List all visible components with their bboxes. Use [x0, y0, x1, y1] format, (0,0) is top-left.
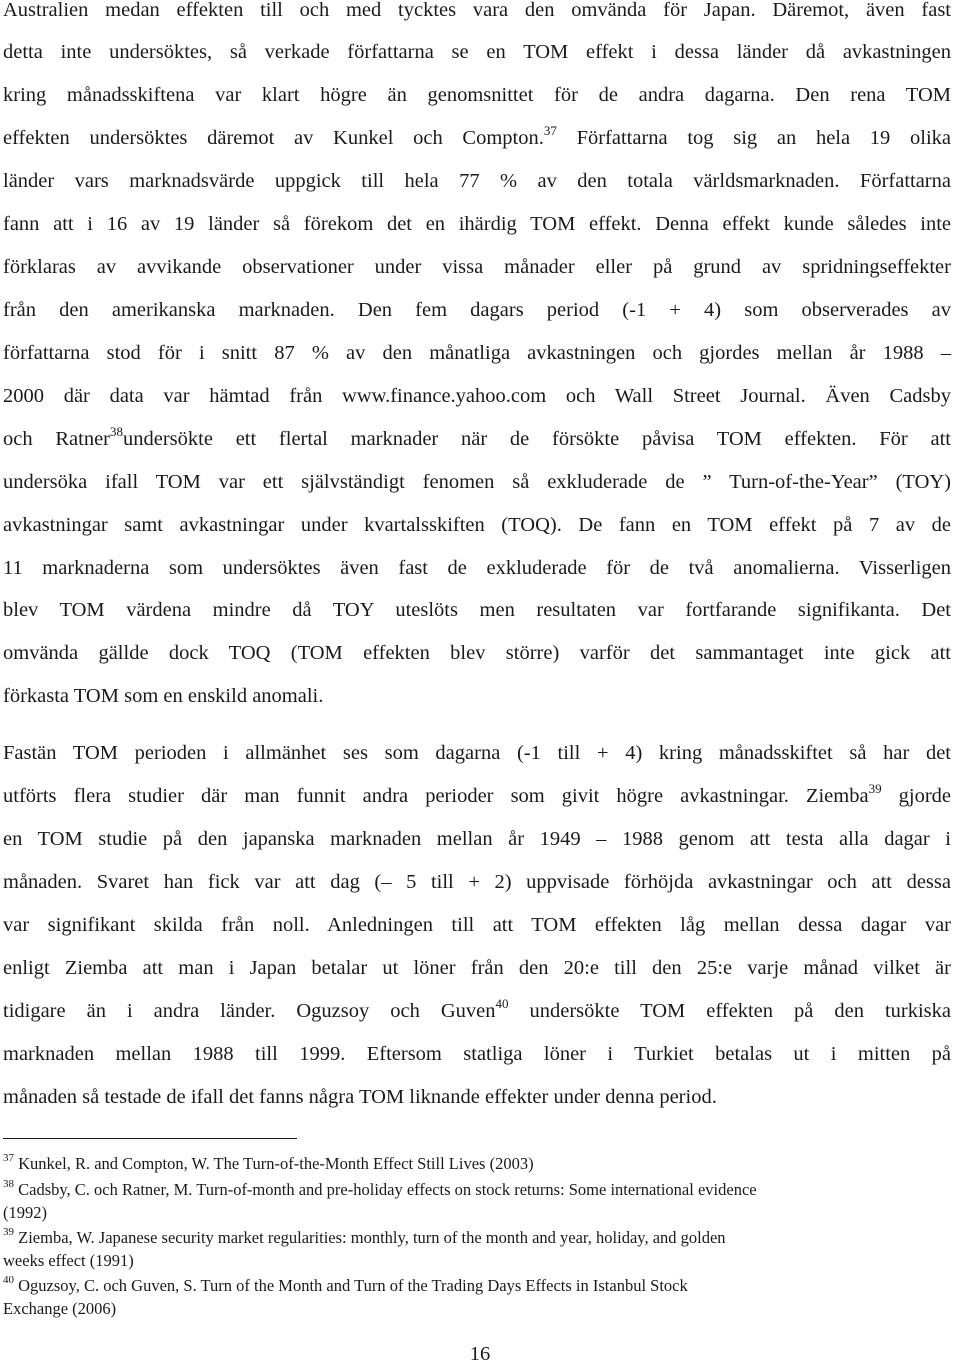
paragraph-2-line-4: månaden. Svaret han fick var att dag (– 5 till + 2) uppvisade förhöjda avkastningar och att dessa: [3, 871, 951, 893]
footnote-37: [3, 1154, 534, 1174]
paragraph-2-line-7: [3, 996, 952, 1023]
paragraph-1-line-5: länder vars marknadsvärde uppgick till hela 77 % av den totala världsmarknaden. Författarna: [3, 170, 951, 192]
footnote-ref-37: 37: [543, 123, 557, 138]
paragraph-2-line-2-text-a: utförts flera studier där man funnit andra perioder som givit högre avkastningar. Ziemba: [3, 785, 869, 807]
paragraph-1-line-7: förklaras av avvikande observationer under vissa månader eller på grund av spridningseffekter: [3, 256, 951, 278]
footnote-40: [3, 1276, 688, 1296]
paragraph-1-line-4-text-b: Författarna tog sig an hela 19 olika: [556, 127, 951, 149]
footnote-number: 39: [3, 1226, 14, 1238]
footnote-ref-38: 38: [110, 424, 123, 439]
paragraph-1-line-6: fann att i 16 av 19 länder så förekom det en ihärdig TOM effekt. Denna effekt kunde således inte: [3, 213, 951, 235]
paragraph-1-line-4-text-a: effekten undersöktes däremot av Kunkel och Compton.: [3, 127, 544, 149]
paragraph-1-line-2: detta inte undersöktes, så verkade författarna se en TOM effekt i dessa länder då avkastningen: [3, 41, 951, 63]
paragraph-1-line-12: undersöka ifall TOM var ett självständigt fenomen så exkluderade de ” Turn-of-the-Year” (TOY): [3, 471, 951, 493]
paragraph-2-line-6: enligt Ziemba att man i Japan betalar ut löner från den 20:e till den 25:e varje månad vilket är: [3, 957, 951, 979]
paragraph-1-line-9: författarna stod för i snitt 87 % av den månatliga avkastningen och gjordes mellan år 1988 –: [3, 342, 951, 364]
paragraph-1-line-17: förkasta TOM som en enskild anomali.: [3, 685, 324, 707]
paragraph-2-line-7-text-a: tidigare än i andra länder. Oguzsoy och Guven: [3, 1000, 496, 1022]
paragraph-2-line-1: Fastän TOM perioden i allmänhet ses som dagarna (-1 till + 4) kring månadsskiftet så har det: [3, 742, 951, 764]
footnote-number: 37: [3, 1152, 14, 1164]
footnote-ref-40: 40: [495, 996, 509, 1011]
footnote-text: Ziemba, W. Japanese security market regularities: monthly, turn of the month and year, holiday, and golden: [14, 1228, 726, 1247]
footnote-text: Cadsby, C. och Ratner, M. Turn-of-month and pre-holiday effects on stock returns: Some international evidence: [14, 1180, 757, 1199]
paragraph-1-line-15: blev TOM värdena mindre då TOY uteslöts men resultaten var fortfarande signifikanta. Det: [3, 599, 951, 621]
paragraph-2-line-7-text-b: undersökte TOM effekten på den turkiska: [508, 1000, 952, 1022]
footnote-divider: [3, 1138, 297, 1139]
footnote-39: [3, 1228, 726, 1248]
footnote-38-continuation: (1992): [3, 1203, 47, 1222]
footnote-text: Oguzsoy, C. och Guven, S. Turn of the Month and Turn of the Trading Days Effects in Istanbul Stock: [14, 1276, 688, 1295]
footnote-number: 40: [3, 1274, 14, 1286]
paragraph-1-line-8: från den amerikanska marknaden. Den fem dagars period (-1 + 4) som observerades av: [3, 299, 951, 321]
paragraph-1-line-4: [3, 123, 951, 150]
paragraph-1-line-3: kring månadsskiftena var klart högre än genomsnittet för de andra dagarna. Den rena TOM: [3, 84, 951, 106]
paragraph-1-line-14: 11 marknaderna som undersöktes även fast de exkluderade för de två anomalierna. Visserligen: [3, 557, 951, 579]
paragraph-1-line-13: avkastningar samt avkastningar under kvartalsskiften (TOQ). De fann en TOM effekt på 7 av de: [3, 514, 951, 536]
footnote-39-continuation: weeks effect (1991): [3, 1251, 134, 1270]
paragraph-2-line-5: var signifikant skilda från noll. Anledningen till att TOM effekten låg mellan dessa dagar var: [3, 914, 951, 936]
paragraph-1-line-1: Australien medan effekten till och med tycktes vara den omvända för Japan. Däremot, även fast: [3, 0, 951, 21]
paragraph-2-line-2-text-b: gjorde: [881, 785, 952, 807]
footnote-number: 38: [3, 1178, 14, 1190]
paragraph-1-line-16: omvända gällde dock TOQ (TOM effekten blev större) varför det sammantaget inte gick att: [3, 642, 951, 664]
paragraph-1-line-11: [3, 424, 951, 451]
paragraph-1-line-11-text-b: undersökte ett flertal marknader när de försökte påvisa TOM effekten. För att: [123, 428, 951, 450]
paragraph-2-line-2: [3, 781, 952, 808]
footnote-38: [3, 1180, 757, 1200]
paragraph-2-line-9: månaden så testade de ifall det fanns några TOM liknande effekter under denna period.: [3, 1086, 717, 1108]
footnote-40-continuation: Exchange (2006): [3, 1299, 117, 1318]
paragraph-1-line-10: 2000 där data var hämtad från www.finance.yahoo.com och Wall Street Journal. Även Cadsby: [3, 385, 951, 407]
paragraph-1-line-11-text-a: och Ratner: [3, 428, 110, 450]
footnote-text: Kunkel, R. and Compton, W. The Turn-of-the-Month Effect Still Lives (2003): [14, 1154, 534, 1173]
footnote-ref-39: 39: [868, 781, 882, 796]
paragraph-2-line-3: en TOM studie på den japanska marknaden mellan år 1949 – 1988 genom att testa alla dagar i: [3, 828, 951, 850]
page-number: 16: [469, 1343, 491, 1365]
paragraph-2-line-8: marknaden mellan 1988 till 1999. Eftersom statliga löner i Turkiet betalas ut i mitten på: [3, 1043, 951, 1065]
